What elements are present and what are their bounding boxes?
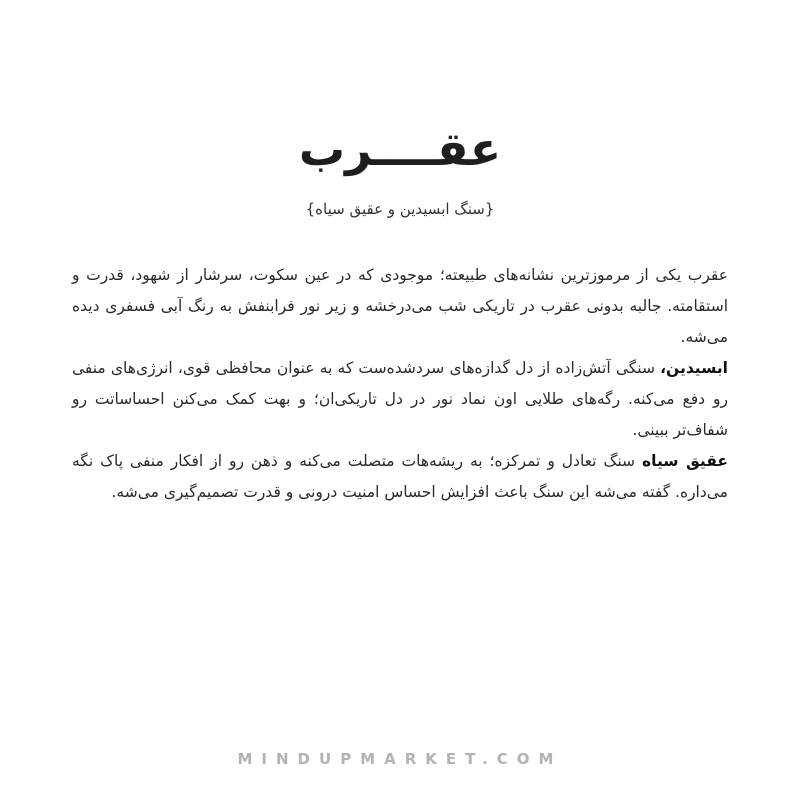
paragraph-text: سنگ تعادل و تمرکزه؛ به ریشه‌هات متصلت می‌کنه و ذهن رو از افکار منفی پاک نگه می‌داره. گفته می‌شه این سنگ باعث افزایش احساس امنیت درونی و قدرت تصمیم‌گیری می‌شه. (72, 452, 728, 501)
paragraph-black-agate (72, 446, 728, 508)
paragraph-lead: ابسیدین، (660, 359, 728, 377)
site-footer-url: MINDUPMARKET.COM (237, 750, 563, 768)
page-subtitle: {سنگ ابسیدین و عقیق سیاه} (305, 200, 495, 218)
paragraph-text: سنگی آتش‌زاده از دل گدازه‌های سردشده‌ست که به عنوان محافظی قوی، انرژی‌های منفی رو دفع می‌کنه. رگه‌های طلایی اون نماد نور در دل تاریکی‌ان؛ و بهت کمک می‌کنن احساساتت رو شفاف‌تر ببینی. (72, 359, 728, 439)
paragraph-text: عقرب یکی از مرموزترین نشانه‌های طبیعته؛ موجودی که در عین سکوت، سرشار از شهود، قدرت و استقامته. جالبه بدونی عقرب در تاریکی شب می‌درخشه و زیر نور فرابنفش به رنگ آبی فسفری دیده می‌شه. (72, 266, 728, 346)
page-title: عقــــرب (298, 122, 502, 176)
article-body (72, 260, 728, 508)
paragraph-intro (72, 260, 728, 353)
paragraph-obsidian (72, 353, 728, 446)
paragraph-lead: عقیق سیاه (641, 452, 728, 470)
